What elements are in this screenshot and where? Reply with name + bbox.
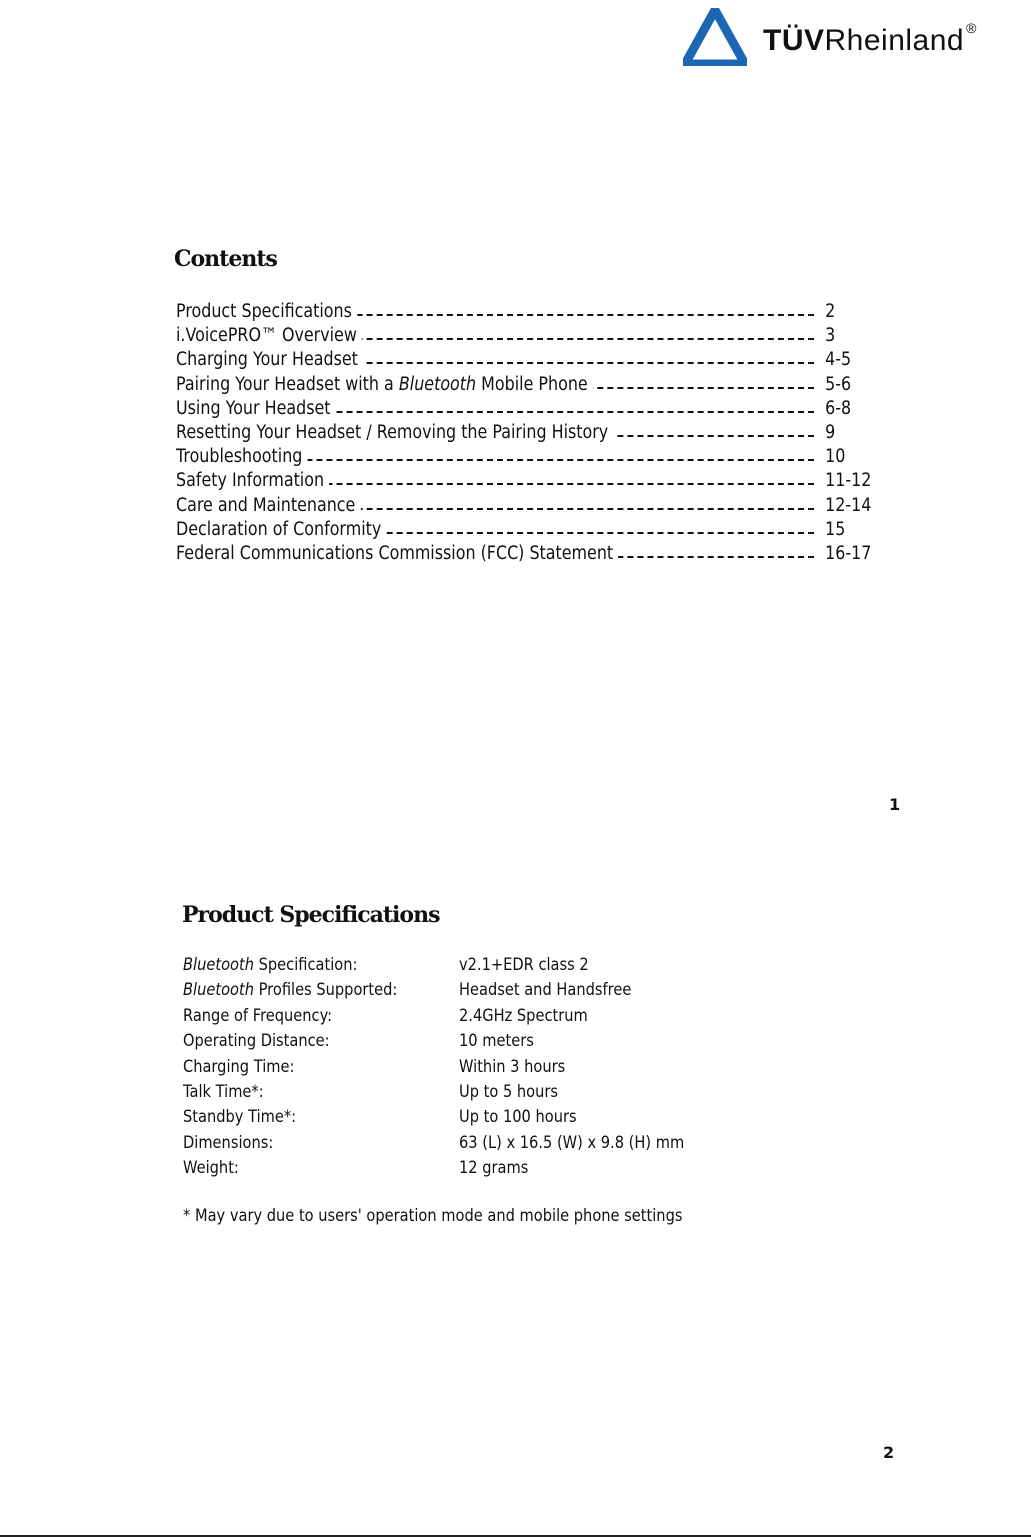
spec-row bbox=[183, 978, 743, 1003]
toc-entry-page: 10 bbox=[820, 445, 845, 469]
specifications-footnote: * May vary due to users' operation mode and mobile phone settings bbox=[183, 1206, 683, 1226]
specifications-table bbox=[183, 953, 743, 1182]
table-of-contents bbox=[176, 300, 886, 566]
page-number: 1 bbox=[889, 795, 901, 814]
spec-row bbox=[183, 1029, 743, 1054]
tuv-triangle-icon bbox=[683, 8, 747, 66]
spec-value: 10 meters bbox=[459, 1031, 534, 1052]
spec-label: Weight: bbox=[183, 1158, 239, 1179]
toc-entry-page: 5-6 bbox=[820, 373, 851, 397]
logo-wordmark: TÜVRheinland ® bbox=[763, 20, 977, 57]
spec-label: Charging Time: bbox=[183, 1056, 295, 1077]
toc-entry-title: Declaration of Conformity bbox=[176, 518, 386, 542]
spec-value: Headset and Handsfree bbox=[459, 980, 632, 1001]
toc-entry-title: Resetting Your Headset / Removing the Pairing History bbox=[176, 421, 613, 445]
toc-entry bbox=[176, 494, 886, 518]
toc-entry-page: 15 bbox=[820, 518, 845, 542]
spec-value: v2.1+EDR class 2 bbox=[459, 955, 589, 975]
toc-entry bbox=[176, 348, 886, 372]
toc-entry bbox=[176, 542, 886, 566]
spec-row bbox=[183, 1055, 743, 1080]
spec-label: Operating Distance: bbox=[183, 1031, 330, 1052]
toc-entry-page: 12-14 bbox=[820, 494, 871, 518]
spec-label: Standby Time*: bbox=[183, 1107, 297, 1128]
spec-value: 63 (L) x 16.5 (W) x 9.8 (H) mm bbox=[459, 1132, 685, 1153]
toc-entry bbox=[176, 324, 886, 348]
toc-entry bbox=[176, 300, 886, 324]
toc-entry-title: Care and Maintenance bbox=[176, 494, 361, 518]
spec-row bbox=[183, 1004, 743, 1029]
toc-entry-page: 3 bbox=[820, 324, 835, 348]
spec-label: Talk Time*: bbox=[183, 1081, 264, 1102]
toc-entry-page: 9 bbox=[820, 421, 835, 445]
spec-label: Bluetooth Specification: bbox=[183, 955, 358, 975]
toc-entry-title: Federal Communications Commission (FCC) Statement bbox=[176, 542, 618, 566]
spec-row bbox=[183, 1156, 743, 1181]
contents-heading: Contents bbox=[174, 246, 277, 272]
toc-entry-title: Using Your Headset bbox=[176, 397, 336, 421]
spec-value: Within 3 hours bbox=[459, 1056, 566, 1077]
toc-entry-title: Charging Your Headset bbox=[176, 348, 363, 372]
toc-entry bbox=[176, 397, 886, 421]
page-number: 2 bbox=[883, 1443, 895, 1462]
spec-row bbox=[183, 1131, 743, 1156]
toc-entry-title: Safety Information bbox=[176, 469, 329, 493]
toc-entry bbox=[176, 469, 886, 493]
spec-value: 12 grams bbox=[459, 1158, 529, 1179]
toc-entry-title: i.VoicePRO™ Overview bbox=[176, 324, 362, 348]
toc-entry-page: 11-12 bbox=[820, 469, 871, 493]
toc-entry bbox=[176, 421, 886, 445]
tuv-rheinland-logo bbox=[683, 8, 1013, 68]
spec-row bbox=[183, 1080, 743, 1105]
toc-entry-title: Product Specifications bbox=[176, 300, 357, 324]
toc-entry-page: 16-17 bbox=[820, 542, 871, 566]
toc-entry bbox=[176, 445, 886, 469]
toc-entry-title: Troubleshooting bbox=[176, 445, 308, 469]
spec-row bbox=[183, 1105, 743, 1130]
spec-value: Up to 5 hours bbox=[459, 1081, 559, 1102]
toc-entry-title: Pairing Your Headset with a Bluetooth Mobile Phone bbox=[176, 373, 593, 397]
toc-entry-page: 4-5 bbox=[820, 348, 851, 372]
spec-row bbox=[183, 953, 743, 978]
spec-value: 2.4GHz Spectrum bbox=[459, 1005, 588, 1026]
toc-entry-page: 2 bbox=[820, 300, 835, 324]
spec-label: Bluetooth Profiles Supported: bbox=[183, 980, 398, 1001]
toc-entry bbox=[176, 518, 886, 542]
spec-value: Up to 100 hours bbox=[459, 1107, 577, 1128]
specifications-heading: Product Specifications bbox=[182, 902, 440, 928]
toc-entry bbox=[176, 373, 886, 397]
spec-label: Range of Frequency: bbox=[183, 1005, 333, 1026]
spec-label: Dimensions: bbox=[183, 1132, 274, 1153]
toc-entry-page: 6-8 bbox=[820, 397, 851, 421]
